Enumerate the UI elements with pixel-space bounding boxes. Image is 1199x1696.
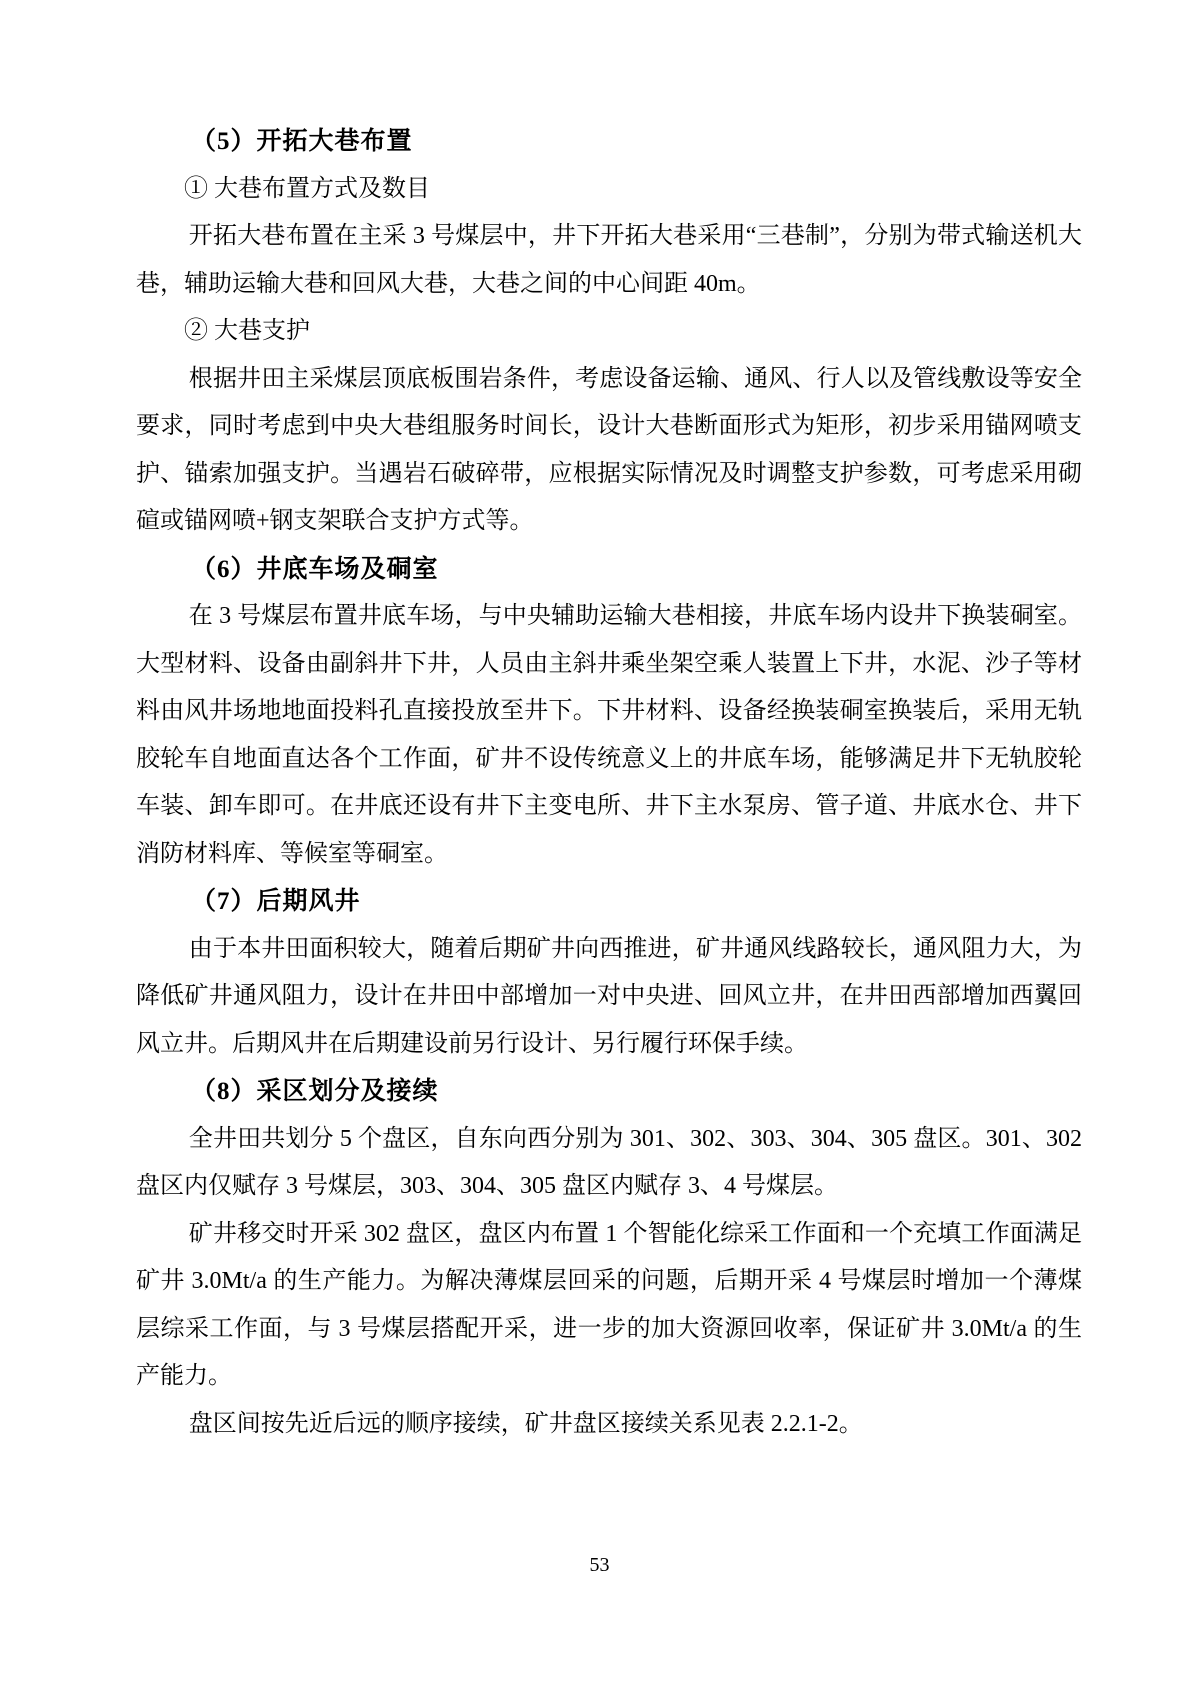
page-number: 53 <box>589 1554 610 1576</box>
paragraph: 在 3 号煤层布置井底车场，与中央辅助运输大巷相接，井底车场内设井下换装硐室。大型材料、设备由副斜井下井，人员由主斜井乘坐架空乘人装置上下井，水泥、沙子等材料由风井场地地面投料孔直接投放至井下。下井材料、设备经换装硐室换装后，采用无轨胶轮车自地面直达各个工作面，矿井不设传统意义上的井底车场，能够满足井下无轨胶轮车装、卸车即可。在井底还设有井下主变电所、井下主水泵房、管子道、井底水仓、井下消防材料库、等候室等硐室。 <box>136 603 1082 867</box>
paragraph: 全井田共划分 5 个盘区，自东向西分别为 301、302、303、304、305 盘区。301、302 盘区内仅赋存 3 号煤层，303、304、305 盘区内赋存 3、4 号煤层。 <box>136 1125 1082 1199</box>
page-content <box>136 118 1082 1448</box>
section-heading-6: （6）井底车场及硐室 <box>191 555 439 583</box>
paragraph: 由于本井田面积较大，随着后期矿井向西推进，矿井通风线路较长，通风阻力大，为降低矿井通风阻力，设计在井田中部增加一对中央进、回风立井，在井田西部增加西翼回风立井。后期风井在后期建设前另行设计、另行履行环保手续。 <box>136 935 1082 1057</box>
subitem-1: ① 大巷布置方式及数目 <box>184 175 430 202</box>
section-heading-7: （7）后期风井 <box>191 888 361 915</box>
subitem-2: ② 大巷支护 <box>184 318 310 344</box>
paragraph: 根据井田主采煤层顶底板围岩条件，考虑设备运输、通风、行人以及管线敷设等安全要求，同时考虑到中央大巷组服务时间长，设计大巷断面形式为矩形，初步采用锚网喷支护、锚索加强支护。当遇岩石破碎带，应根据实际情况及时调整支护参数，可考虑采用砌碹或锚网喷+钢支架联合支护方式等。 <box>136 365 1082 534</box>
section-heading-8: （8）采区划分及接续 <box>191 1078 439 1105</box>
paragraph: 盘区间按先近后远的顺序接续，矿井盘区接续关系见表 2.2.1-2。 <box>188 1410 863 1437</box>
paragraph: 开拓大巷布置在主采 3 号煤层中，井下开拓大巷采用“三巷制”，分别为带式输送机大巷，辅助运输大巷和回风大巷，大巷之间的中心间距 40m。 <box>136 223 1082 297</box>
page-footer <box>0 1552 1199 1578</box>
section-heading-5: （5）开拓大巷布置 <box>191 128 413 155</box>
paragraph: 矿井移交时开采 302 盘区，盘区内布置 1 个智能化综采工作面和一个充填工作面满足矿井 3.0Mt/a 的生产能力。为解决薄煤层回采的问题，后期开采 4 号煤层时增加一个薄煤层综采工作面，与 3 号煤层搭配开采，进一步的加大资源回收率，保证矿井 3.0Mt/a 的生产能力。 <box>136 1220 1082 1389</box>
